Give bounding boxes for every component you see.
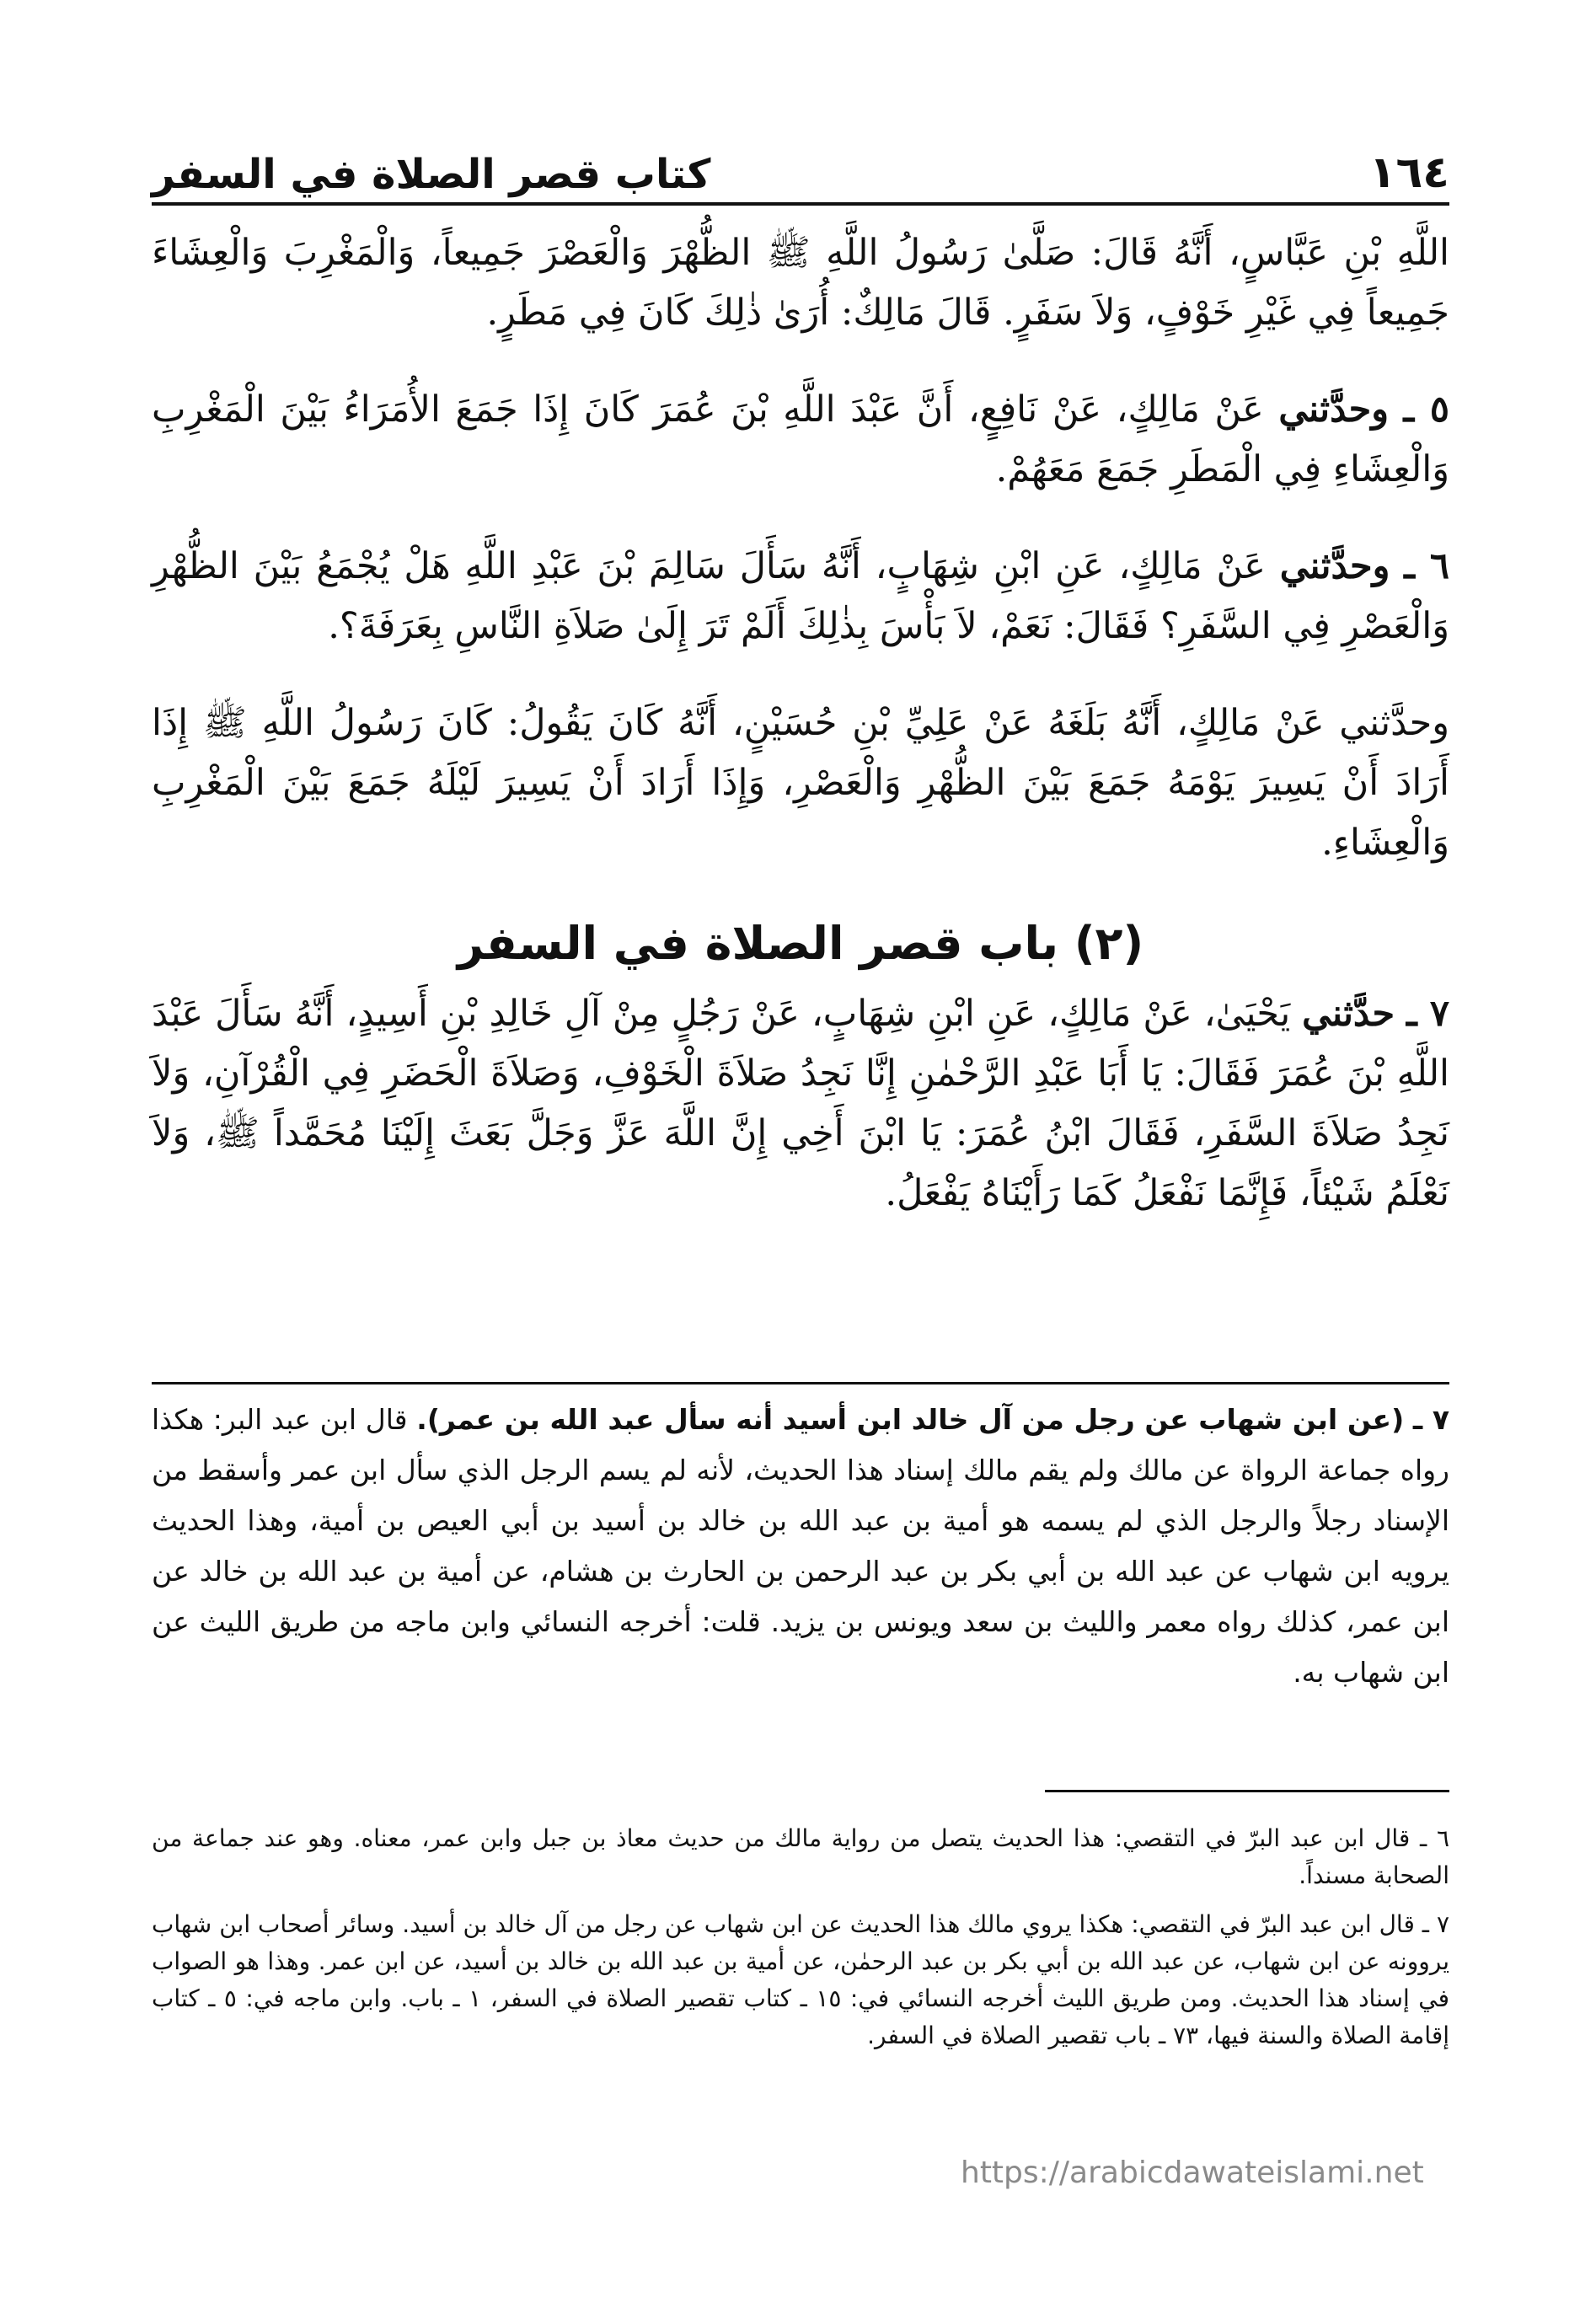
watermark-url: https://arabicdawateislami.net [961, 2156, 1424, 2190]
hadith-6 [152, 537, 1449, 656]
commentary [152, 1395, 1449, 1698]
main-text [152, 223, 1449, 1224]
footnotes [152, 1820, 1449, 2066]
hadith-lead: حدَّثني [1302, 993, 1395, 1035]
page-number: ١٦٤ [1368, 147, 1449, 198]
footnote-divider [1045, 1790, 1449, 1792]
hadith-number: ٧ ـ [1406, 993, 1449, 1035]
hadith-continuation-text: اللَّهِ بْنِ عَبَّاسٍ، أَنَّهُ قَالَ: صَلَّىٰ رَسُولُ اللَّهِ ﷺ الظُّهْرَ وَالْعَصْرَ جَمِيعاً، وَالْمَغْرِبَ وَالْعِشَاءَ جَمِيعاً فِي غَيْرِ خَوْفٍ، وَلاَ سَفَرٍ. قَالَ مَالِكٌ: أُرَىٰ ذٰلِكَ كَانَ فِي مَطَرٍ. [152, 232, 1449, 334]
running-title: كتاب قصر الصلاة في السفر [152, 151, 711, 198]
hadith-lead: وحدَّثني [1278, 388, 1390, 431]
footnote-number: ٦ ـ [1420, 1824, 1449, 1852]
footnote-text: قال ابن عبد البرّ في التقصي: هذا الحديث يتصل من رواية مالك من حديث معاذ بن جبل وابن عمر، معناه. وهو عند جماعة من الصحابة مسنداً. [152, 1824, 1449, 1889]
chapter-title: (٢) باب قصر الصلاة في السفر [457, 917, 1144, 970]
hadith-text: عَنْ مَالِكٍ، عَنْ نَافِعٍ، أَنَّ عَبْدَ اللَّهِ بْنَ عُمَرَ كَانَ إِذَا جَمَعَ الأُمَرَاءُ بَيْنَ الْمَغْرِبِ وَالْعِشَاءِ فِي الْمَطَرِ جَمَعَ مَعَهُمْ. [152, 388, 1449, 490]
hadith-7 [152, 984, 1449, 1224]
hadith-number: ٥ ـ [1403, 388, 1450, 431]
commentary-divider [152, 1382, 1449, 1384]
footnote [152, 1906, 1449, 2054]
hadith-lead: وحدَّثني [1279, 545, 1390, 587]
hadith-ali [152, 694, 1449, 873]
hadith-5 [152, 380, 1449, 500]
footnote [152, 1820, 1449, 1894]
commentary-heading: (عن ابن شهاب عن رجل من آل خالد ابن أسيد أنه سأل عبد الله بن عمر). [416, 1403, 1405, 1436]
footnote-number: ٧ ـ [1422, 1910, 1449, 1938]
hadith-text: عَنْ مَالِكٍ، عَنِ ابْنِ شِهَابٍ، أَنَّهُ سَأَلَ سَالِمَ بْنَ عَبْدِ اللَّهِ هَلْ يُجْمَعُ بَيْنَ الظُّهْرِ وَالْعَصْرِ فِي السَّفَرِ؟ فَقَالَ: نَعَمْ، لاَ بَأْسَ بِذٰلِكَ أَلَمْ تَرَ إِلَىٰ صَلاَةِ النَّاسِ بِعَرَفَةَ؟. [152, 545, 1449, 647]
hadith-number: ٦ ـ [1404, 545, 1449, 587]
header-rule [152, 202, 1449, 206]
footnote-text: قال ابن عبد البرّ في التقصي: هكذا يروي مالك هذا الحديث عن ابن شهاب عن رجل من آل خالد بن أسيد. وسائر أصحاب ابن شهاب يروونه عن ابن شهاب، عن عبد الله بن أبي بكر بن عبد الرحمٰن، عن أمية بن عبد الله بن خالد بن أسيد، عن ابن عمر. وهذا هو الصواب في إسناد هذا الحديث. ومن طريق الليث أخرجه النسائي في: ١٥ ـ كتاب تقصير الصلاة في السفر، ١ ـ باب. وابن ماجه في: ٥ ـ كتاب إقامة الصلاة والسنة فيها، ٧٣ ـ باب تقصير الصلاة في السفر. [152, 1910, 1449, 2049]
commentary-number: ٧ ـ [1412, 1403, 1449, 1436]
commentary-text: قال ابن عبد البر: هكذا رواه جماعة الرواة عن مالك ولم يقم مالك إسناد هذا الحديث، لأنه لم يسم الرجل الذي سأل ابن عمر وأسقط من الإسناد رجلاً والرجل الذي لم يسمه هو أمية بن عبد الله بن خالد بن أسيد بن أبي العيص بن أمية، وهذا الحديث يرويه ابن شهاب عن عبد الله بن أبي بكر بن عبد الرحمن بن الحارث بن هشام، عن أمية بن عبد الله بن خالد عن ابن عمر، كذلك رواه معمر والليث بن سعد ويونس بن يزيد. قلت: أخرجه النسائي وابن ماجه من طريق الليث عن ابن شهاب به. [152, 1403, 1449, 1689]
page-header [152, 131, 1449, 198]
hadith-text: وحدَّثني عَنْ مَالِكٍ، أَنَّهُ بَلَغَهُ عَنْ عَلِيِّ بْنِ حُسَيْنٍ، أَنَّهُ كَانَ يَقُولُ: كَانَ رَسُولُ اللَّهِ ﷺ إِذَا أَرَادَ أَنْ يَسِيرَ يَوْمَهُ جَمَعَ بَيْنَ الظُّهْرِ وَالْعَصْرِ، وَإِذَا أَرَادَ أَنْ يَسِيرَ لَيْلَهُ جَمَعَ بَيْنَ الْمَغْرِبِ وَالْعِشَاءِ. [152, 702, 1449, 864]
hadith-continuation [152, 223, 1449, 343]
hadith-text: يَحْيَىٰ، عَنْ مَالِكٍ، عَنِ ابْنِ شِهَابٍ، عَنْ رَجُلٍ مِنْ آلِ خَالِدِ بْنِ أَسِيدٍ، أَنَّهُ سَأَلَ عَبْدَ اللَّهِ بْنَ عُمَرَ فَقَالَ: يَا أَبَا عَبْدِ الرَّحْمٰنِ إِنَّا نَجِدُ صَلاَةَ الْخَوْفِ، وَصَلاَةَ الْحَضَرِ فِي الْقُرْآنِ، وَلاَ نَجِدُ صَلاَةَ السَّفَرِ، فَقَالَ ابْنُ عُمَرَ: يَا ابْنَ أَخِي إِنَّ اللَّهَ عَزَّ وَجَلَّ بَعَثَ إِلَيْنَا مُحَمَّداً ﷺ، وَلاَ نَعْلَمُ شَيْئاً، فَإِنَّمَا نَفْعَلُ كَمَا رَأَيْنَاهُ يَفْعَلُ. [152, 993, 1449, 1214]
